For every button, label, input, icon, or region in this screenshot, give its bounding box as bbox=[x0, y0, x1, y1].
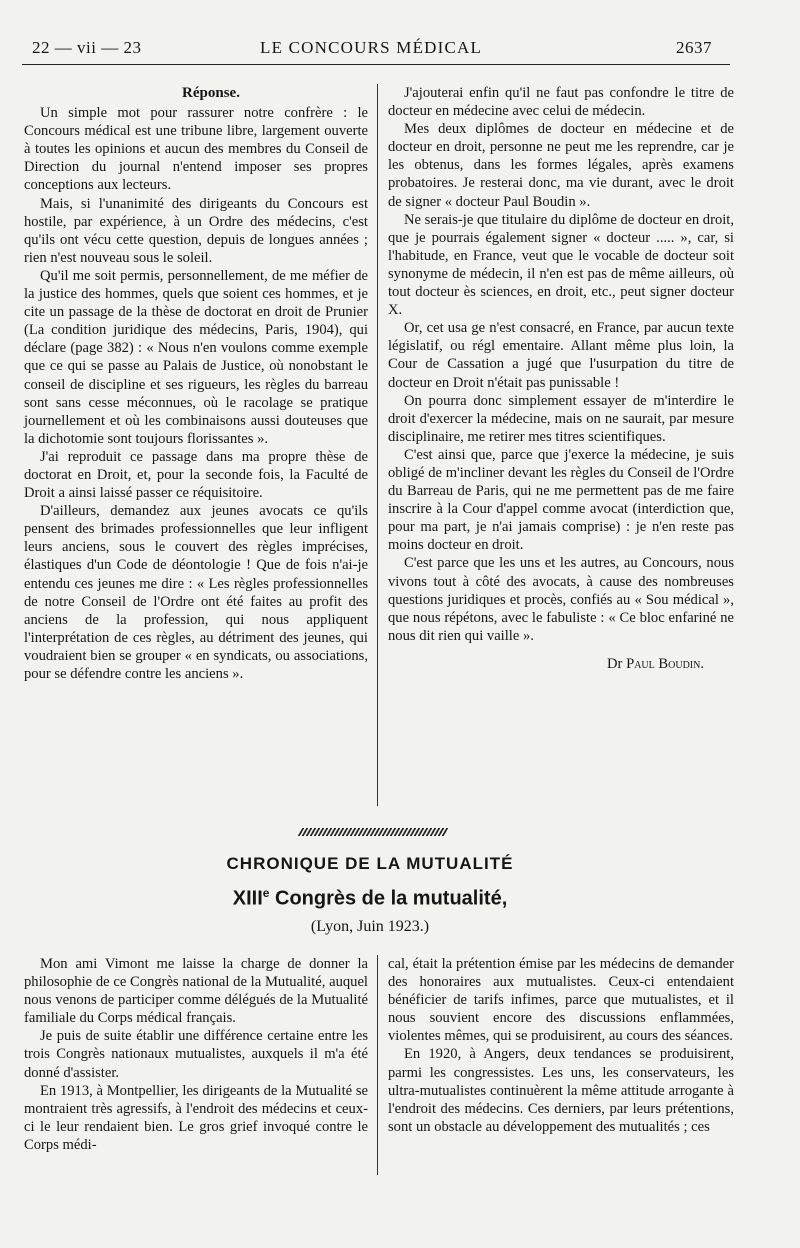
reply-right-column bbox=[388, 84, 734, 673]
header-journal-title: LE CONCOURS MÉDICAL bbox=[260, 38, 483, 57]
reply-paragraph: Ne serais-je que titulaire du diplôme de docteur en droit, que je pourrais également signer « docteur ..... », car, si l'habitude, en France, veut que le vocable de docteur soit synonyme de médecin, il n'en est pas de même ailleurs, où tout docteur ès sciences, en droit, etc., peut signer docteur X. bbox=[388, 211, 734, 319]
article-title-sup: e bbox=[262, 886, 270, 900]
article-left-column bbox=[24, 955, 368, 1154]
reply-paragraph: Or, cet usa ge n'est consacré, en France, par aucun texte législatif, ou régl ementaire. Allant même plus loin, la Cour de Cassation a jugé que l'usurpation du titre de docteur en Droit n'était pas punissable ! bbox=[388, 320, 734, 391]
section-ornament bbox=[298, 828, 449, 836]
signature bbox=[388, 655, 734, 673]
section-title: CHRONIQUE DE LA MUTUALITÉ bbox=[226, 854, 514, 873]
column-divider bbox=[377, 84, 378, 806]
reply-paragraph: Mais, si l'unanimité des dirigeants du Concours est hostile, par expérience, à un Ordre des médecins, c'est qu'ils ont vécu cette question, depuis de longues années ; rien n'est nouveau sous le soleil. bbox=[24, 195, 368, 266]
article-paragraph: En 1913, à Montpellier, les dirigeants de la Mutualité se montraient très agressifs, à l'endroit des médecins et ceux-ci le leur rendaient bien. Le gros grief invoqué contre le Corps médi- bbox=[24, 1082, 368, 1153]
article-title-rest: Congrès de la mutualité, bbox=[269, 887, 508, 910]
reply-paragraph: J'ai reproduit ce passage dans ma propre thèse de doctorat en Droit, et, pour la seconde fois, la Faculté de Droit a ainsi laissé passer ce réquisitoire. bbox=[24, 448, 368, 502]
header-page-number: 2637 bbox=[676, 38, 712, 57]
reply-paragraph: J'ajouterai enfin qu'il ne faut pas confondre le titre de docteur en médecine avec celui de médecin. bbox=[388, 85, 734, 120]
signature-prefix: Dr bbox=[607, 655, 623, 672]
reply-left-column bbox=[24, 84, 368, 683]
reply-paragraph: Mes deux diplômes de docteur en médecine et de docteur en droit, personne ne peut me les reprendre, car je les obtenus, dans les formes légales, après examens probatoires. Je resterai donc, ma vie durant, avec le droit de signer « docteur Paul Boudin ». bbox=[388, 121, 734, 210]
reply-paragraph: C'est ainsi que, parce que j'exerce la médecine, je suis obligé de m'incliner devant les règles du Conseil de l'Ordre du Barreau de Paris, qui ne me permettent pas de me faire inscrire à la Cour d'appel comme avocat (interdiction que, pour ma part, je n'ai jamais comprise) : je n'en reste pas moins docteur en droit. bbox=[388, 446, 734, 554]
article-place-date: (Lyon, Juin 1923.) bbox=[310, 918, 430, 935]
article-title bbox=[0, 886, 740, 911]
header-date: 22 — vii — 23 bbox=[32, 38, 142, 57]
reply-paragraph: Qu'il me soit permis, personnellement, de me méfier de la justice des hommes, quels que soient ces hommes, et je cite un passage de la thèse de doctorat en droit de Prunier (La condition juridique des médecins, Paris, 1904), qui déclare (page 382) : « Nous n'en voulons comme exemple que ce qui se passe au Palais de Justice, où nonobstant le conseil de discipline et ses rigueurs, les règles du barreau sont sans cesse méconnues, où le racolage se pratique journellement et où les combinaisons aussi douteuses que la dichotomie sont toujours florissantes ». bbox=[24, 267, 368, 447]
running-header bbox=[24, 38, 714, 64]
reply-paragraph: C'est parce que les uns et les autres, au Concours, nous vivons tout à côté des avocats, à cause des nombreuses questions juridiques et procès, confiés au « Sou médical », que nous répétons, avec le fabuliste : « Ce bloc enfariné ne nous dit rien qui vaille ». bbox=[388, 555, 734, 644]
reply-paragraph: Un simple mot pour rassurer notre confrère : le Concours médical est une tribune libre, largement ouverte à toutes les opinions et aucun des membres du Conseil de Direction du journal n'entend imposer ses propres conceptions aux lecteurs. bbox=[24, 105, 368, 194]
reply-paragraph: On pourra donc simplement essayer de m'interdire le droit d'exercer la médecine, mais on ne saurait, par mesure disciplinaire, me retirer mes titres scientifiques. bbox=[388, 392, 734, 445]
article-right-column bbox=[388, 955, 734, 1136]
reply-paragraph: D'ailleurs, demandez aux jeunes avocats ce qu'ils pensent des brimades professionnelles que leur infligent leurs anciens, sous le couvert des règles imprécises, élastiques d'un Code de déontologie ! Que de fois n'ai-je entendu ces jeunes me dire : « Les règles professionnelles de notre Conseil de l'Ordre ont été faites au profit des anciens de la profession, qui nous appliquent l'interprétation de ces règles, au détriment des jeunes, qui voudraient bien se grouper « en syndicats, ou associations, pour se défendre contre les anciens ». bbox=[24, 503, 368, 682]
article-paragraph: cal, était la prétention émise par les médecins de demander des honoraires aux mutualistes. Ceux-ci entendaient bénéficier de tarifs infimes, parce que mutualistes, et il nous souvient encore des discussions enflammées, violentes mêmes, qui se produisirent, au cours des séances. bbox=[388, 956, 734, 1045]
signature-name: Paul Boudin. bbox=[626, 655, 704, 672]
header-rule bbox=[22, 64, 730, 65]
column-divider bbox=[377, 955, 378, 1175]
article-paragraph: Je puis de suite établir une différence certaine entre les trois Congrès nationaux mutualistes, auxquels il m'a été donné d'assister. bbox=[24, 1028, 368, 1081]
article-paragraph: Mon ami Vimont me laisse la charge de donner la philosophie de ce Congrès national de la Mutualité, auquel nous venons de participer comme délégués de la Mutualité familiale du Corps médical français. bbox=[24, 956, 368, 1027]
article-title-number: XIII bbox=[232, 887, 263, 910]
reply-heading: Réponse. bbox=[182, 85, 240, 101]
article-paragraph: En 1920, à Angers, deux tendances se produisirent, parmi les congressistes. Les uns, les conservateurs, les ultra-mutualistes continuèrent la même attitude arrogante à l'endroit des médecins. Ces derniers, par leurs prétentions, sont un obstacle au développement des mutualités ; ces bbox=[388, 1046, 734, 1135]
